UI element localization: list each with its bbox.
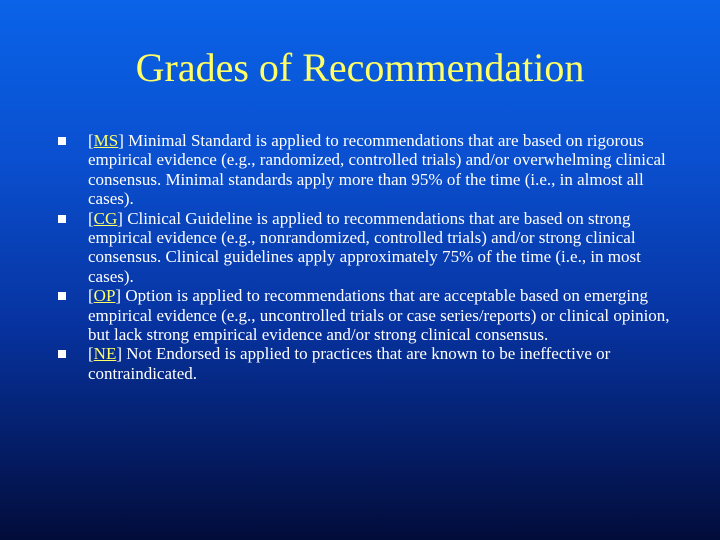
bullet-text: Not Endorsed is applied to practices that are known to be ineffective or contraindicated. <box>88 344 611 383</box>
grade-code: MS <box>93 131 119 150</box>
list-item-ms <box>58 131 678 209</box>
list-item-ne <box>58 344 678 383</box>
grade-code: OP <box>93 286 116 306</box>
square-bullet-icon <box>58 350 66 358</box>
bracket-close: ] <box>117 208 123 228</box>
bracket-open: [ <box>88 208 94 228</box>
bracket-close: ] <box>118 131 124 150</box>
bracket-close: ] <box>115 286 122 306</box>
bullet-text: Minimal Standard is applied to recommendations that are based on rigorous empirical evidence (e.g., randomized, controlled trials) and/or overwhelming clinical consensus. Minimal standards apply more than 95% of the time (i.e., in almost all cases). <box>88 131 666 209</box>
bracket-open: [ <box>88 286 94 306</box>
bracket-open: [ <box>88 131 94 150</box>
bullet-text: Option is applied to recommendations that are acceptable based on emerging empirical evidence (e.g., uncontrolled trials or case series/reports) or clinical opinion, but lack strong empirical evidence and/or strong clinical consensus. <box>88 286 670 345</box>
slide-title: Grades of Recommendation <box>135 45 585 90</box>
square-bullet-icon <box>58 137 66 145</box>
bullet-list <box>58 131 678 383</box>
square-bullet-icon <box>58 292 66 300</box>
bracket-open: [ <box>88 344 94 364</box>
grade-code: CG <box>93 208 118 228</box>
bracket-close: ] <box>116 344 123 364</box>
list-item-op <box>58 286 678 344</box>
grade-code: NE <box>93 344 117 364</box>
list-item-cg <box>58 209 678 287</box>
bullet-text: Clinical Guideline is applied to recommendations that are based on strong empirical evidence (e.g., nonrandomized, controlled trials) and/or strong clinical consensus. Clinical guidelines apply approximately 75% of the time (i.e., in most cases). <box>88 208 641 286</box>
square-bullet-icon <box>58 215 66 223</box>
